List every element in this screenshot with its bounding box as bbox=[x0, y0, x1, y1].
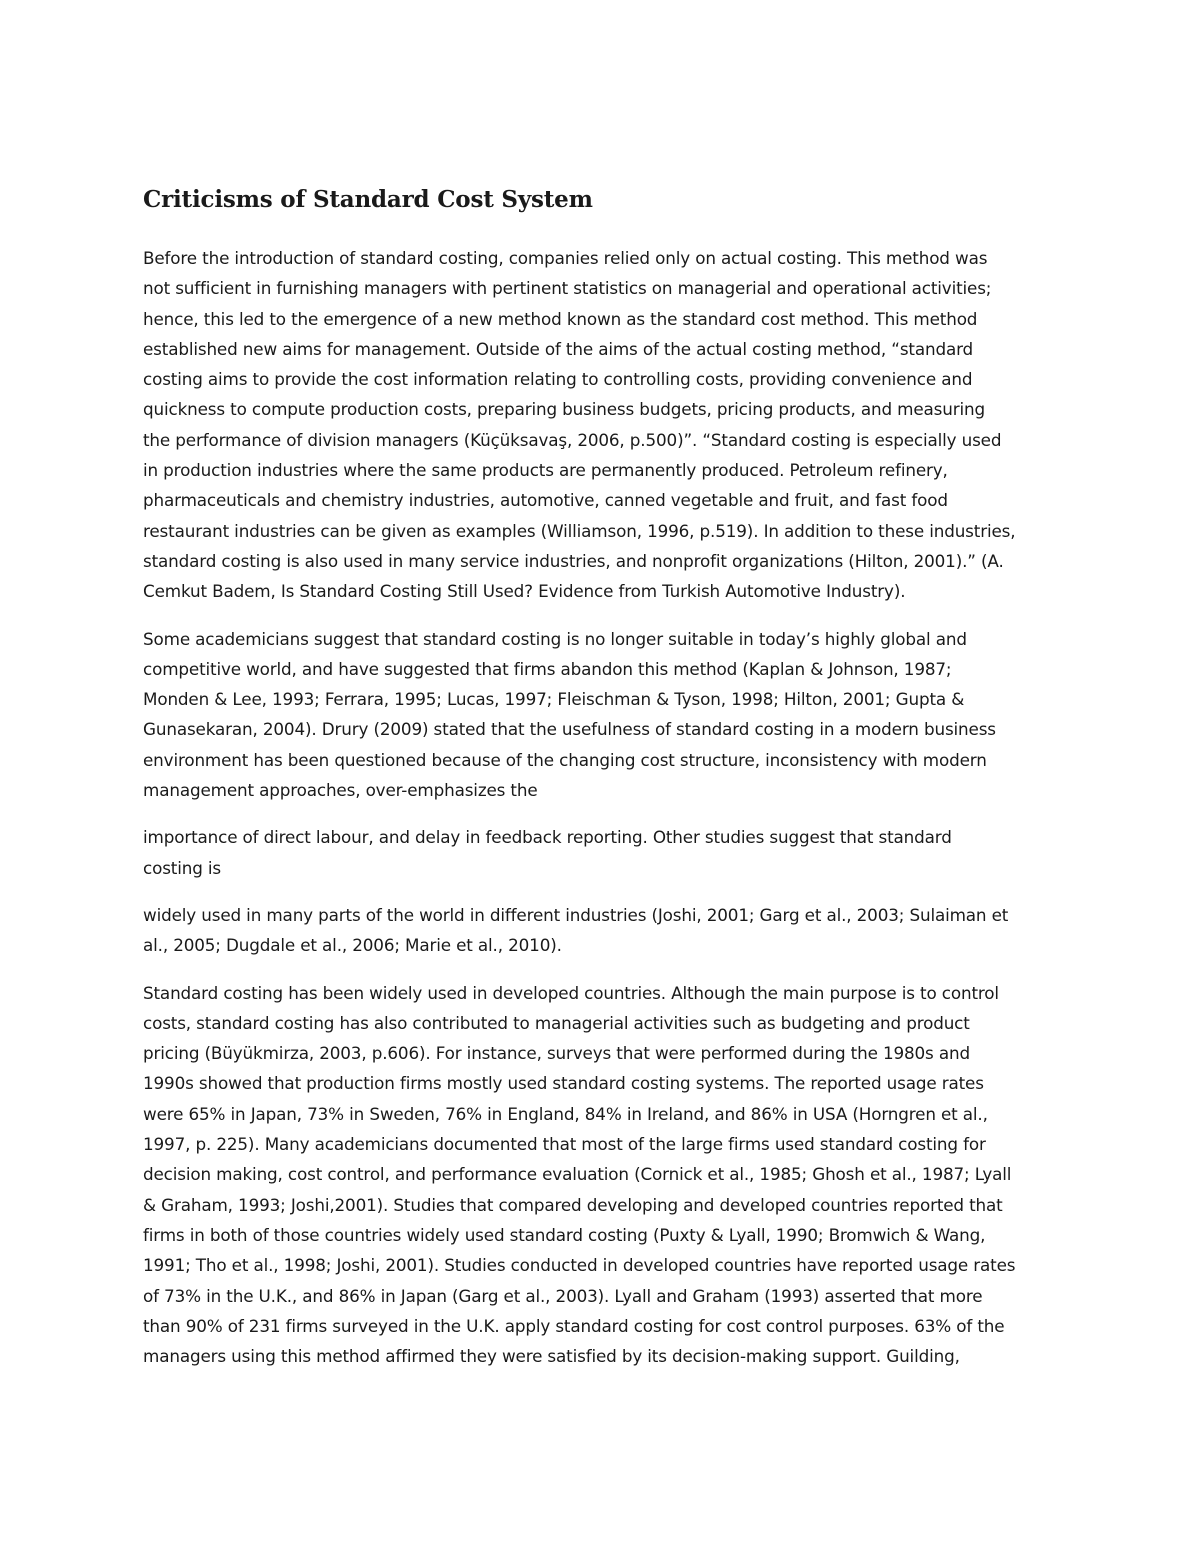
text-line: Standard costing has been widely used in developed countries. Although the main purpose is to control bbox=[143, 982, 999, 1003]
text-line: established new aims for management. Outside of the aims of the actual costing method, “standard bbox=[143, 338, 974, 359]
text-line: not sufficient in furnishing managers with pertinent statistics on managerial and operational activities; bbox=[143, 278, 992, 299]
text-line: widely used in many parts of the world in different industries (Joshi, 2001; Garg et al., 2003; Sulaiman et bbox=[143, 904, 1009, 925]
text-line: Some academicians suggest that standard costing is no longer suitable in today’s highly global and bbox=[143, 628, 967, 649]
text-line: 1991; Tho et al., 1998; Joshi, 2001). Studies conducted in developed countries have reported usage rates bbox=[143, 1255, 1016, 1276]
text-line: 1997, p. 225). Many academicians documented that most of the large firms used standard costing for bbox=[143, 1134, 986, 1155]
text-line: Before the introduction of standard costing, companies relied only on actual costing. This method was bbox=[143, 248, 988, 268]
paragraph bbox=[143, 978, 1063, 1372]
text-line: pharmaceuticals and chemistry industries, automotive, canned vegetable and fruit, and fast food bbox=[143, 490, 948, 511]
text-line: Cemkut Badem, Is Standard Costing Still Used? Evidence from Turkish Automotive Industry). bbox=[143, 581, 906, 602]
text-line: managers using this method affirmed they were satisfied by its decision-making support. Guilding, bbox=[143, 1346, 960, 1367]
text-line: 1990s showed that production firms mostly used standard costing systems. The reported usage rates bbox=[143, 1073, 984, 1094]
text-line: firms in both of those countries widely used standard costing (Puxty & Lyall, 1990; Bromwich & Wang, bbox=[143, 1224, 986, 1245]
paragraph bbox=[143, 900, 1063, 961]
text-line: management approaches, over-emphasizes the bbox=[143, 780, 538, 801]
text-line: in production industries where the same products are permanently produced. Petroleum refinery, bbox=[143, 460, 948, 481]
text-line: Gunasekaran, 2004). Drury (2009) stated that the usefulness of standard costing in a modern business bbox=[143, 719, 996, 740]
text-line: costing aims to provide the cost information relating to controlling costs, providing convenience and bbox=[143, 369, 973, 390]
text-line: competitive world, and have suggested that firms abandon this method (Kaplan & Johnson, 1987; bbox=[143, 658, 952, 679]
text-line: al., 2005; Dugdale et al., 2006; Marie et al., 2010). bbox=[143, 935, 562, 956]
text-line: standard costing is also used in many service industries, and nonprofit organizations (Hilton, 2001).” (A. bbox=[143, 550, 1004, 571]
text-line: of 73% in the U.K., and 86% in Japan (Garg et al., 2003). Lyall and Graham (1993) asserted that more bbox=[143, 1285, 983, 1306]
text-line: Monden & Lee, 1993; Ferrara, 1995; Lucas, 1997; Fleischman & Tyson, 1998; Hilton, 2001; Gupta & bbox=[143, 689, 965, 710]
paragraph bbox=[143, 822, 1063, 883]
text-line: environment has been questioned because of the changing cost structure, inconsistency with modern bbox=[143, 749, 987, 770]
text-line: were 65% in Japan, 73% in Sweden, 76% in England, 84% in Ireland, and 86% in USA (Horngren et al., bbox=[143, 1103, 988, 1124]
text-line: the performance of division managers (Küçüksavaş, 2006, p.500)”. “Standard costing is especially used bbox=[143, 429, 1002, 450]
paragraph bbox=[143, 243, 1063, 607]
text-line: than 90% of 231 firms surveyed in the U.K. apply standard costing for cost control purposes. 63% of the bbox=[143, 1315, 1005, 1336]
text-line: restaurant industries can be given as examples (Williamson, 1996, p.519). In addition to these industries, bbox=[143, 520, 1016, 541]
text-line: & Graham, 1993; Joshi,2001). Studies that compared developing and developed countries reported that bbox=[143, 1194, 1003, 1215]
document-title: Criticisms of Standard Cost System bbox=[143, 186, 593, 213]
paragraph-container bbox=[143, 243, 1063, 1371]
text-line: costing is bbox=[143, 857, 222, 878]
text-line: pricing (Büyükmirza, 2003, p.606). For instance, surveys that were performed during the 1980s and bbox=[143, 1043, 970, 1064]
text-line: hence, this led to the emergence of a new method known as the standard cost method. This method bbox=[143, 308, 978, 329]
text-line: costs, standard costing has also contributed to managerial activities such as budgeting and product bbox=[143, 1012, 970, 1033]
document-body bbox=[143, 186, 1063, 1388]
text-line: quickness to compute production costs, preparing business budgets, pricing products, and measuring bbox=[143, 399, 985, 420]
paragraph bbox=[143, 624, 1063, 806]
text-line: decision making, cost control, and performance evaluation (Cornick et al., 1985; Ghosh et al., 1987; Lyall bbox=[143, 1164, 1012, 1185]
text-line: importance of direct labour, and delay in feedback reporting. Other studies suggest that standard bbox=[143, 827, 952, 848]
